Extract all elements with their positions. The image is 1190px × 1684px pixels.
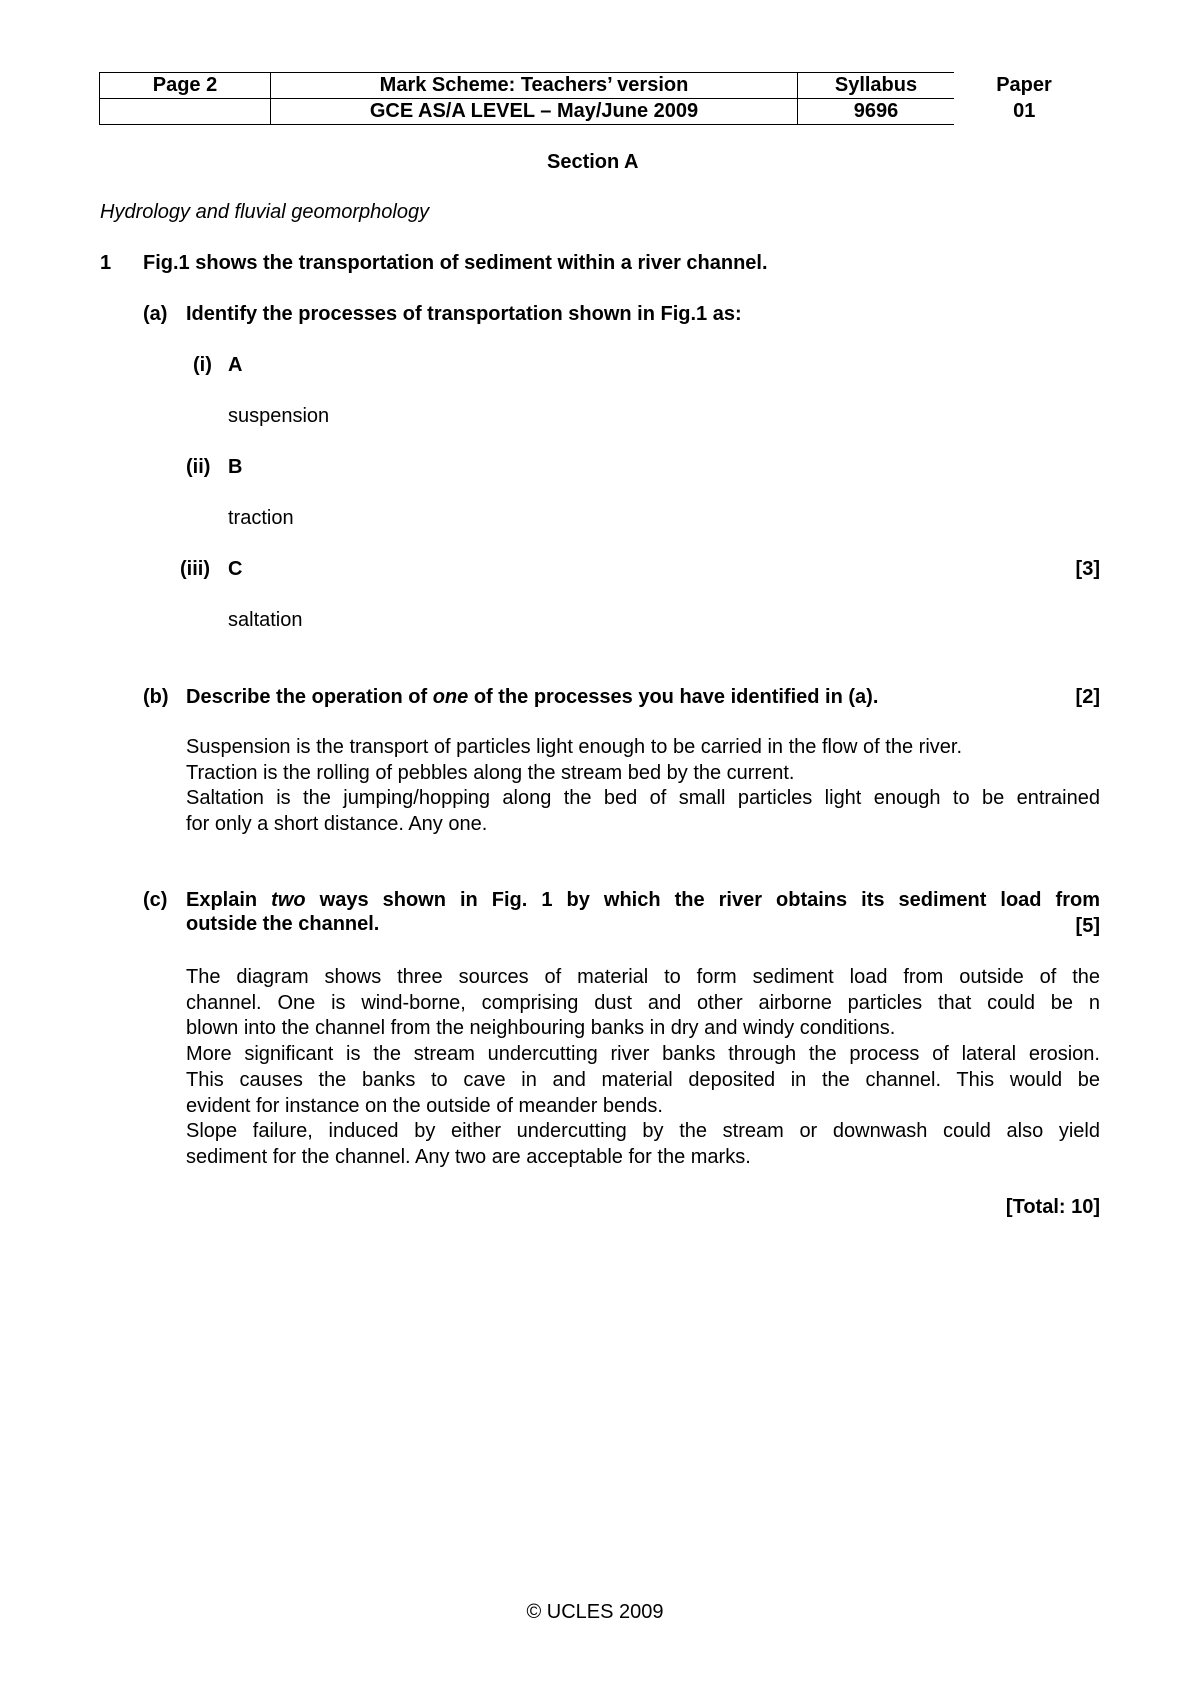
answer-line: The diagram shows three sources of material to form sediment load from outside of the [186,966,1100,988]
topic-heading: Hydrology and fluvial geomorphology [100,201,430,223]
section-title: Section A [547,151,639,173]
item-iii-letter: C [228,558,243,580]
footer-copyright: © UCLES 2009 [526,1601,664,1623]
answer-line: sediment for the channel. Any two are acceptable for the marks. [186,1145,751,1168]
item-ii-label: (ii) [186,456,211,478]
header-title: Mark Scheme: Teachers’ version [271,73,798,99]
part-c-prompt-line [186,888,1100,912]
question-number: 1 [100,252,112,274]
paper-label: Paper [996,74,1052,96]
item-ii-answer: traction [228,507,294,529]
header-exam: GCE AS/A LEVEL – May/June 2009 [271,99,798,125]
part-c-prompt-text: Explain [186,889,272,911]
answer-line: Saltation is the jumping/hopping along the bed of small particles light enough to be entrained [186,787,1100,810]
part-c-answer [186,965,1100,1171]
question-stem: Fig.1 shows the transportation of sediment within a river channel. [143,252,768,274]
part-c-marks: [5] [1075,915,1100,937]
part-b-label: (b) [143,686,169,708]
part-b-prompt-emphasis: one [432,686,469,708]
answer-line: for only a short distance. Any one. [186,813,488,836]
answer-line: Traction is the rolling of pebbles along the stream bed by the current. [186,761,795,784]
part-b-prompt-text-end: of the processes you have identified in (a). [468,686,879,708]
part-b-prompt-text: Describe the operation of [186,686,433,708]
item-iii-answer: saltation [228,609,303,631]
item-i-letter: A [228,354,243,376]
paper-code: 01 [1013,100,1036,122]
item-iii-label: (iii) [180,558,210,580]
part-b-prompt [186,685,878,709]
header-table [99,72,1095,125]
part-c-prompt-text-end: ways shown in Fig. 1 by which the river obtains its sediment load from [305,889,1100,911]
item-i-label: (i) [193,354,212,376]
part-b-answer [186,735,1100,838]
header-blank-cell [100,99,271,125]
answer-line: blown into the channel from the neighbouring banks in dry and windy conditions. [186,1017,896,1040]
syllabus-code: 9696 [798,99,955,125]
answer-line: evident for instance on the outside of meander bends. [186,1094,663,1117]
part-c-prompt [186,888,1100,936]
answer-line: More significant is the stream undercutting river banks through the process of lateral erosion. [186,1043,1100,1066]
answer-line: Suspension is the transport of particles light enough to be carried in the flow of the river. [186,736,962,758]
part-c-prompt-emphasis: two [271,889,306,911]
answer-line: Slope failure, induced by either undercutting by the stream or downwash could also yield [186,1120,1100,1143]
part-a-marks: [3] [1075,558,1100,580]
part-a-label: (a) [143,303,168,325]
answer-line: channel. One is wind-borne, comprising dust and other airborne particles that could be n [186,991,1100,1014]
syllabus-label: Syllabus [798,73,955,99]
answer-line: This causes the banks to cave in and material deposited in the channel. This would be [186,1068,1100,1091]
page-number: Page 2 [100,73,271,99]
item-ii-letter: B [228,456,243,478]
total-marks: [Total: 10] [1005,1196,1100,1218]
part-b-marks: [2] [1075,686,1100,708]
part-c-label: (c) [143,889,168,911]
item-i-answer: suspension [228,405,330,427]
part-a-prompt: Identify the processes of transportation shown in Fig.1 as: [186,303,742,325]
part-c-prompt-line-2: outside the channel. [186,913,380,935]
